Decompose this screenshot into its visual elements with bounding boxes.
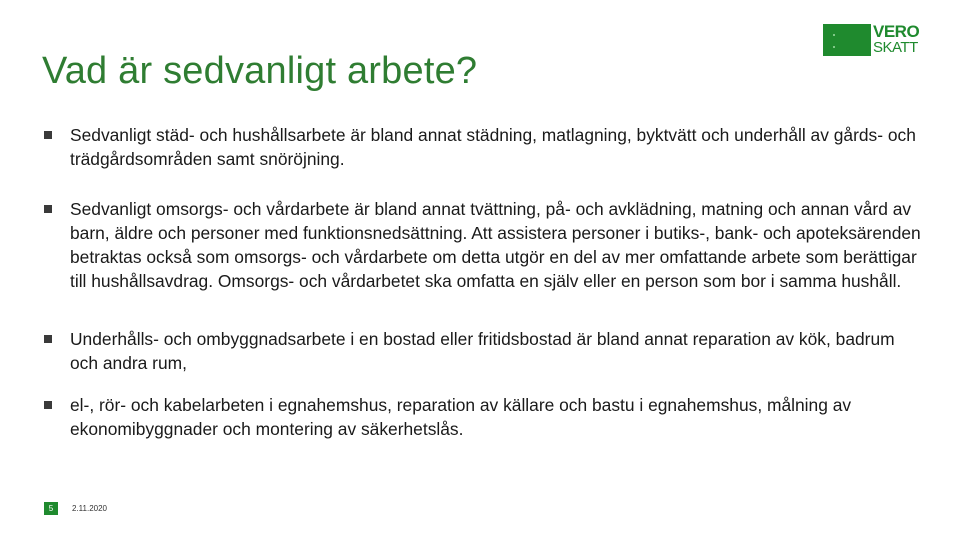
square-bullet-icon (44, 401, 52, 409)
logo-word-skatt: SKATT (873, 39, 918, 56)
square-bullet-icon (44, 205, 52, 213)
bullet-text: el-, rör- och kabelarbeten i egnahemshus, reparation av källare och bastu i egnahemshus, målning av ekonomibyggnader och montering av säkerhetslås. (70, 395, 852, 439)
bullet-text: Sedvanligt omsorgs- och vårdarbete är bland annat tvättning, på- och avklädning, matning och annan vård av barn, äldre och personer med funktionsnedsättning. Att assistera personer i butiks-, bank- och apoteksärenden betraktas också som omsorgs- och vårdarbete om detta utgör en del av mer omfattande arbete som berättigar till hushållsavdrag. Omsorgs- och vårdarbetet ska omfatta en själv eller en person som bor i samma hushåll. (70, 199, 921, 291)
bullet-item (44, 197, 924, 293)
vero-skatt-logo (823, 24, 923, 56)
logo-mark-icon (823, 24, 871, 56)
slide-title: Vad är sedvanligt arbete? (42, 50, 478, 92)
bullet-item (44, 393, 924, 441)
bullet-list (44, 123, 924, 441)
page-number: 5 (44, 502, 58, 515)
bullet-text: Underhålls- och ombyggnadsarbete i en bostad eller fritidsbostad är bland annat reparation av kök, badrum och andra rum, (70, 329, 895, 373)
bullet-item (44, 327, 924, 375)
square-bullet-icon (44, 131, 52, 139)
square-bullet-icon (44, 335, 52, 343)
bullet-text: Sedvanligt städ- och hushållsarbete är bland annat städning, matlagning, byktvätt och underhåll av gårds- och trädgårdsområden samt snöröjning. (70, 125, 916, 169)
footer-date: 2.11.2020 (72, 504, 107, 513)
bullet-item (44, 123, 924, 171)
logo-word-vero: VERO (873, 22, 920, 41)
